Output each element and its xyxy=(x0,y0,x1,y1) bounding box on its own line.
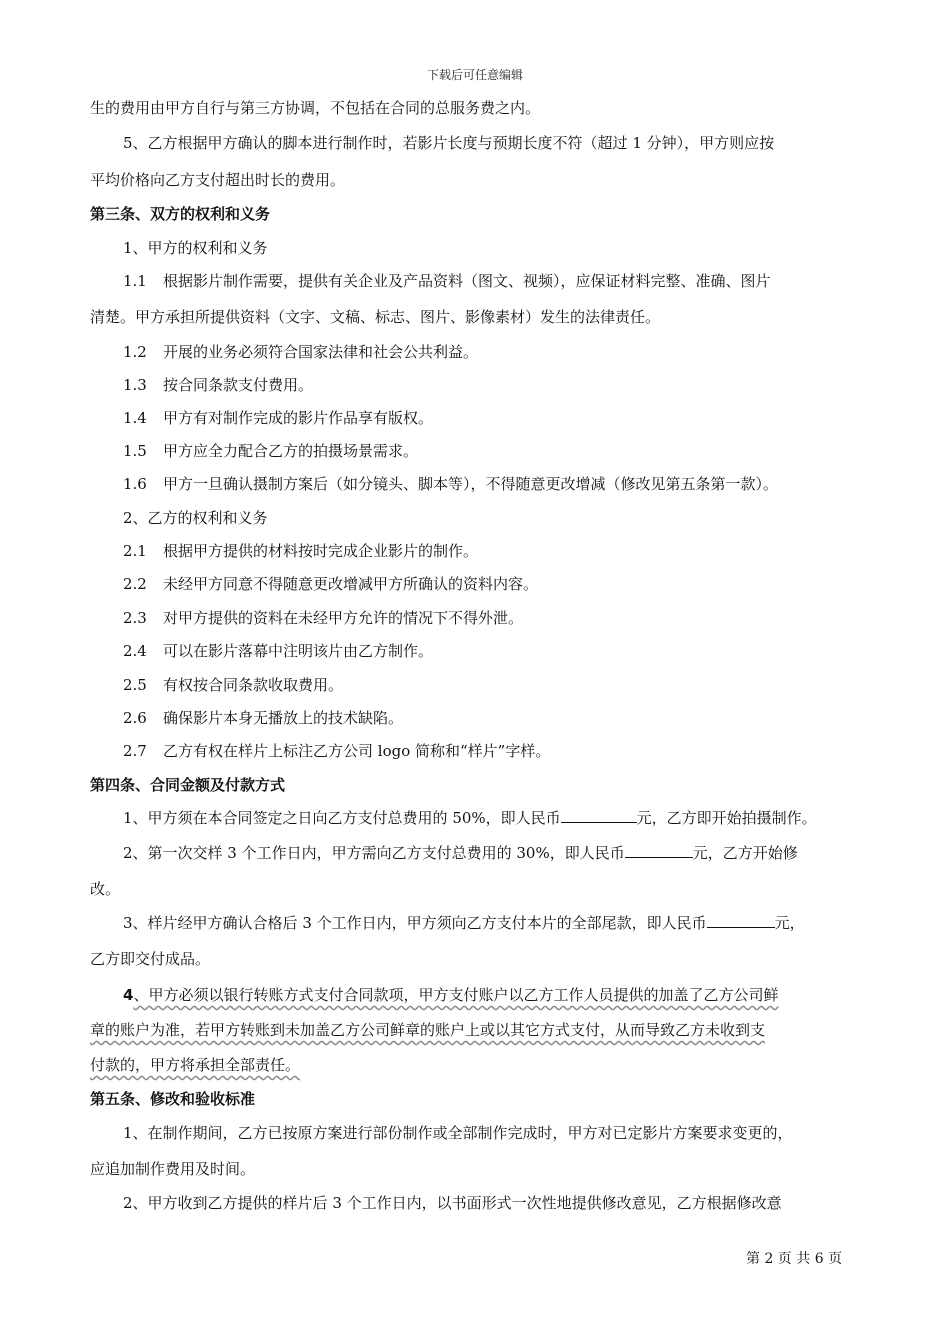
revision-clause-2: 2、甲方收到乙方提供的样片后 3 个工作日内，以书面形式一次性地提供修改意见，乙方根据修改意 xyxy=(123,1194,782,1212)
item-number: 2.5 xyxy=(123,676,147,694)
clause-text: 3、样片经甲方确认合格后 3 个工作日内，甲方须向乙方支付本片的全部尾款，即人民币 xyxy=(123,914,707,932)
clause-text: 2、第一次交样 3 个工作日内，甲方需向乙方支付总费用的 30%，即人民币 xyxy=(123,844,625,862)
clause-5-line-1: 5、乙方根据甲方确认的脚本进行制作时，若影片长度与预期长度不符（超过 1 分钟），甲方则应按 xyxy=(123,134,775,152)
item-text: 甲方一旦确认摄制方案后（如分镜头、脚本等），不得随意更改增减（修改见第五条第一款）。 xyxy=(163,475,779,493)
item-text: 甲方应全力配合乙方的拍摄场景需求。 xyxy=(163,442,419,460)
item-number: 1.6 xyxy=(123,475,147,493)
clause-number: 4 xyxy=(123,986,134,1004)
item-1-1-continued: 清楚。甲方承担所提供资料（文字、文稿、标志、图片、影像素材）发生的法律责任。 xyxy=(90,308,661,326)
paragraph-text: 生的费用由甲方自行与第三方协调，不包括在合同的总服务费之内。 xyxy=(90,99,541,117)
header-note: 下载后可任意编辑 xyxy=(426,68,523,82)
amount-blank xyxy=(561,808,637,823)
item-text: 根据甲方提供的材料按时完成企业影片的制作。 xyxy=(163,542,479,560)
clause-text: 元， xyxy=(774,914,805,932)
item-number: 1.2 xyxy=(123,343,147,361)
article-4-heading: 第四条、合同金额及付款方式 xyxy=(90,776,286,794)
item-text: 确保影片本身无播放上的技术缺陷。 xyxy=(163,709,404,727)
item-number: 2.1 xyxy=(123,542,147,560)
item-2-3 xyxy=(123,608,523,628)
item-1-2 xyxy=(123,342,478,362)
page-number-footer: 第 2 页 共 6 页 xyxy=(746,1251,843,1267)
item-1-4 xyxy=(123,408,433,428)
item-1-3 xyxy=(123,375,313,395)
party-a-subheading: 1、甲方的权利和义务 xyxy=(123,239,268,257)
payment-clause-1 xyxy=(123,808,817,828)
amount-blank xyxy=(625,843,693,858)
item-text: 根据影片制作需要，提供有关企业及产品资料（图文、视频），应保证材料完整、准确、图片 xyxy=(163,272,771,290)
item-2-4 xyxy=(123,641,433,661)
item-2-2 xyxy=(123,574,538,594)
item-number: 2.6 xyxy=(123,709,147,727)
payment-clause-4-line-3: 付款的，甲方将承担全部责任。 xyxy=(90,1056,301,1074)
item-1-6 xyxy=(123,474,778,494)
payment-clause-2-continued: 改。 xyxy=(90,880,121,898)
item-number: 1.4 xyxy=(123,409,147,427)
revision-clause-1-continued: 应追加制作费用及时间。 xyxy=(90,1160,256,1178)
item-1-5 xyxy=(123,441,418,461)
clause-text: 、甲方必须以银行转账方式支付合同款项，甲方支付账户以乙方工作人员提供的加盖了乙方公司鲜 xyxy=(133,986,779,1004)
payment-clause-4 xyxy=(123,985,778,1005)
item-text: 乙方有权在样片上标注乙方公司 logo 简称和“样片”字样。 xyxy=(163,742,551,760)
item-1-1 xyxy=(123,271,771,291)
item-number: 2.4 xyxy=(123,642,147,660)
payment-clause-3 xyxy=(123,913,805,933)
item-text: 未经甲方同意不得随意更改增减甲方所确认的资料内容。 xyxy=(163,575,539,593)
item-text: 甲方有对制作完成的影片作品享有版权。 xyxy=(163,409,434,427)
amount-blank xyxy=(707,913,775,928)
item-2-6 xyxy=(123,708,403,728)
item-2-5 xyxy=(123,675,343,695)
clause-text: 元，乙方开始修 xyxy=(692,844,798,862)
item-text: 按合同条款支付费用。 xyxy=(163,376,314,394)
item-text: 可以在影片落幕中注明该片由乙方制作。 xyxy=(163,642,434,660)
party-b-subheading: 2、乙方的权利和义务 xyxy=(123,509,268,527)
item-text: 有权按合同条款收取费用。 xyxy=(163,676,344,694)
item-number: 2.7 xyxy=(123,742,147,760)
item-2-7 xyxy=(123,741,550,761)
clause-text: 元，乙方即开始拍摄制作。 xyxy=(636,809,817,827)
item-2-1 xyxy=(123,541,478,561)
payment-clause-3-continued: 乙方即交付成品。 xyxy=(90,950,211,968)
item-text: 对甲方提供的资料在未经甲方允许的情况下不得外泄。 xyxy=(163,609,524,627)
clause-5-line-2: 平均价格向乙方支付超出时长的费用。 xyxy=(90,171,346,189)
revision-clause-1: 1、在制作期间，乙方已按原方案进行部份制作或全部制作完成时，甲方对已定影片方案要求变更的， xyxy=(123,1124,793,1142)
article-5-heading: 第五条、修改和验收标准 xyxy=(90,1090,256,1108)
item-number: 2.3 xyxy=(123,609,147,627)
item-text: 开展的业务必须符合国家法律和社会公共利益。 xyxy=(163,343,479,361)
article-3-heading: 第三条、双方的权利和义务 xyxy=(90,205,271,223)
payment-clause-4-line-2: 章的账户为准，若甲方转账到未加盖乙方公司鲜章的账户上或以其它方式支付，从而导致乙方未收到支 xyxy=(90,1021,766,1039)
payment-clause-2 xyxy=(123,843,798,863)
item-number: 1.3 xyxy=(123,376,147,394)
item-number: 1.1 xyxy=(123,272,147,290)
item-number: 1.5 xyxy=(123,442,147,460)
clause-text: 1、甲方须在本合同签定之日向乙方支付总费用的 50%，即人民币 xyxy=(123,809,561,827)
item-number: 2.2 xyxy=(123,575,147,593)
